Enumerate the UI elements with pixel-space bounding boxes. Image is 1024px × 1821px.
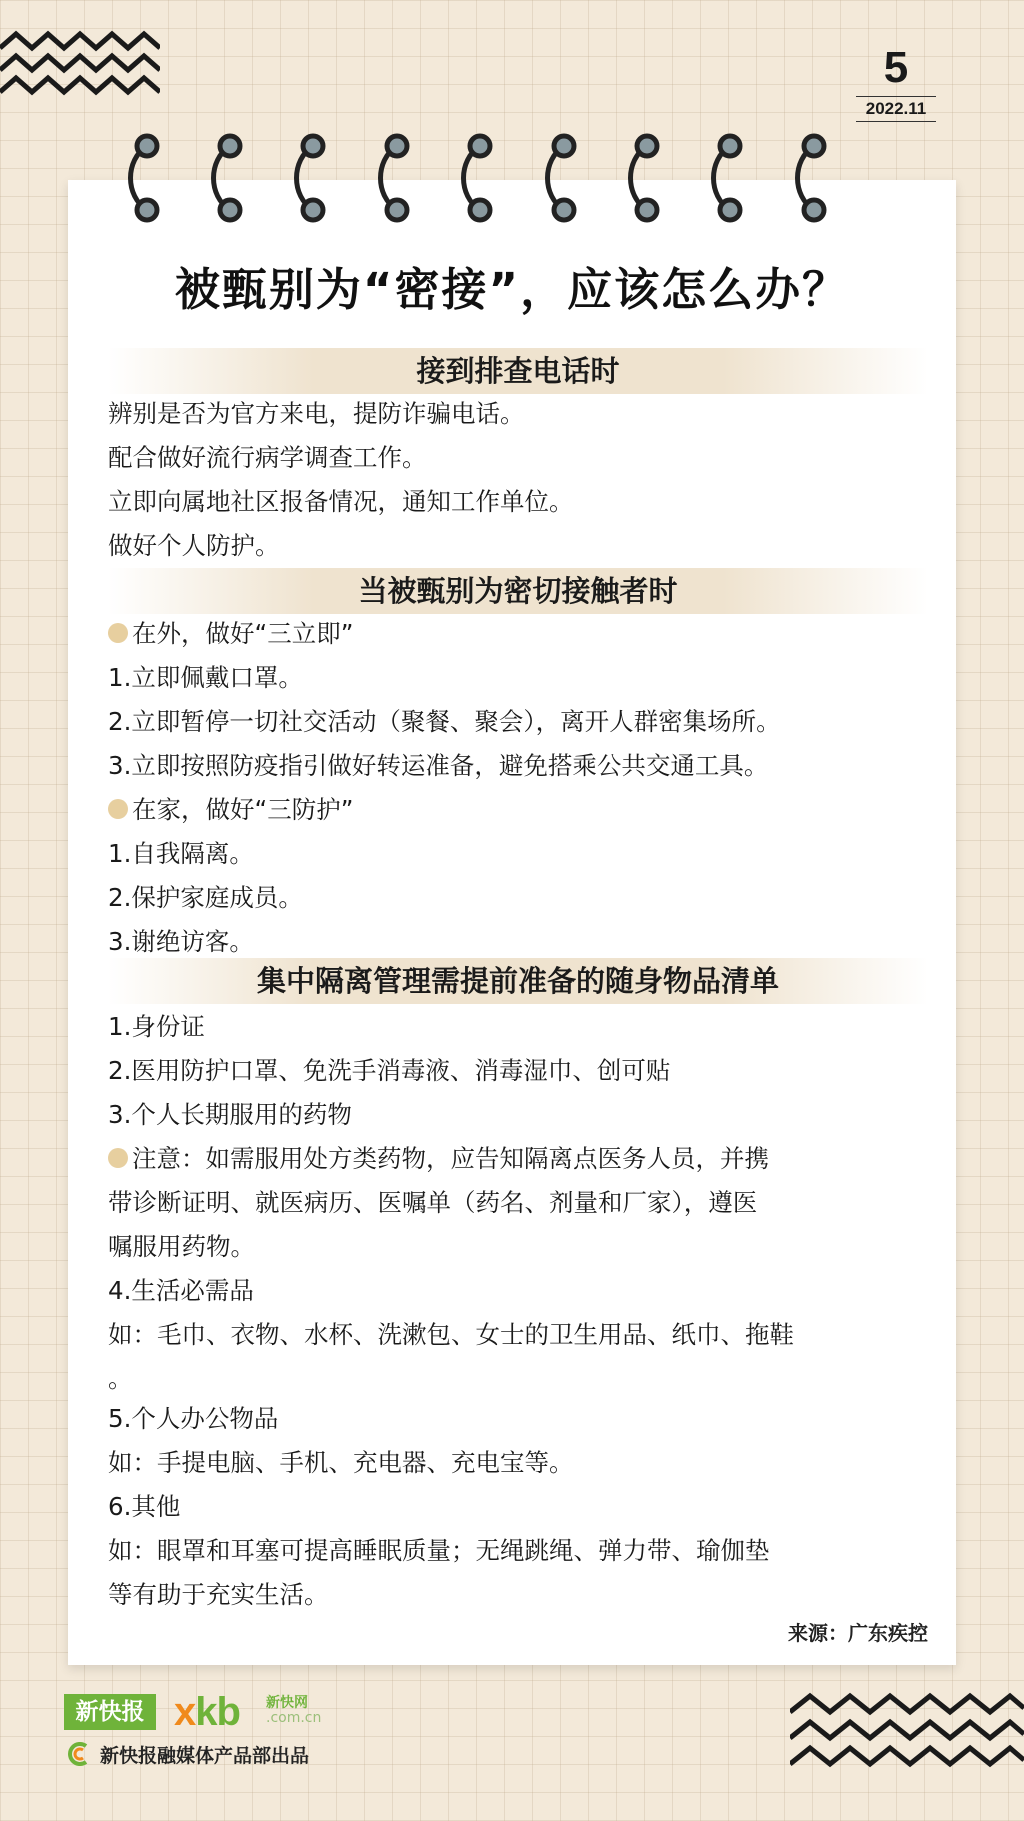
bullet-dot-icon [108, 799, 128, 819]
text-line: 。 [108, 1364, 133, 1393]
producer-credit: 新快报融媒体产品部出品 [100, 1745, 310, 1767]
xkb-brand-logo [174, 1690, 240, 1734]
text-line: 注意：如需服用处方类药物，应告知隔离点医务人员，并携 [132, 1144, 769, 1173]
text-line: 3.谢绝访客。 [108, 927, 254, 956]
text-line: 辨别是否为官方来电，提防诈骗电话。 [108, 399, 525, 428]
text-line: 做好个人防护。 [108, 531, 280, 560]
spiral-rings [0, 0, 1024, 240]
text-line: 3.个人长期服用的药物 [108, 1100, 352, 1129]
binding-ring-icon [714, 136, 741, 220]
page-title: 被甄别为“密接”，应该怎么办？ [174, 263, 850, 316]
text-line: 在家，做好“三防护” [132, 795, 354, 824]
text-line: 配合做好流行病学调查工作。 [108, 443, 427, 472]
brand-sub-cn: 新快网 [266, 1695, 308, 1711]
bullet-line-outside [108, 617, 938, 651]
section-heading-phone-call: 接到排查电话时 [108, 348, 928, 394]
page-date: 2022.11 [856, 96, 936, 122]
binding-ring-icon [381, 136, 408, 220]
text-line: 在外，做好“三立即” [132, 619, 354, 648]
newspaper-logo: 新快报 [64, 1694, 156, 1730]
text-line: 等有助于充实生活。 [108, 1580, 329, 1609]
brand-kb: kb [195, 1690, 240, 1734]
producer-logo-icon [66, 1741, 92, 1767]
bullet-dot-icon [108, 623, 128, 643]
text-line: 2.医用防护口罩、免洗手消毒液、消毒湿巾、创可贴 [108, 1056, 671, 1085]
text-line: 如：手提电脑、手机、充电器、充电宝等。 [108, 1448, 574, 1477]
text-line: 5.个人办公物品 [108, 1404, 279, 1433]
bullet-line-home [108, 793, 938, 827]
text-line: 3.立即按照防疫指引做好转运准备，避免搭乘公共交通工具。 [108, 751, 769, 780]
page-number: 5 [883, 43, 909, 92]
text-line: 1.自我隔离。 [108, 839, 254, 868]
binding-ring-icon [548, 136, 575, 220]
zigzag-decoration-bottom [790, 1690, 1024, 1790]
bullet-dot-icon [108, 1148, 128, 1168]
binding-ring-icon [131, 136, 158, 220]
binding-ring-icon [297, 136, 324, 220]
binding-ring-icon [214, 136, 241, 220]
text-line: 如：眼罩和耳塞可提高睡眠质量；无绳跳绳、弹力带、瑜伽垫 [108, 1536, 770, 1565]
text-line: 1.身份证 [108, 1012, 205, 1041]
source-credit: 来源：广东疾控 [788, 1621, 928, 1645]
text-line: 嘱服用药物。 [108, 1232, 255, 1261]
text-line: 如：毛巾、衣物、水杯、洗漱包、女士的卫生用品、纸巾、拖鞋 [108, 1320, 794, 1349]
text-line: 1.立即佩戴口罩。 [108, 663, 303, 692]
text-line: 6.其他 [108, 1492, 181, 1521]
brand-sub-domain: .com.cn [266, 1710, 322, 1726]
bullet-line-note [108, 1142, 938, 1176]
text-line: 2.立即暂停一切社交活动（聚餐、聚会），离开人群密集场所。 [108, 707, 781, 736]
text-line: 带诊断证明、就医病历、医嘱单（药名、剂量和厂家），遵医 [108, 1188, 758, 1217]
binding-ring-icon [631, 136, 658, 220]
brand-x: x [174, 1690, 196, 1734]
section-heading-close-contact: 当被甄别为密切接触者时 [108, 568, 928, 614]
text-line: 立即向属地社区报备情况，通知工作单位。 [108, 487, 574, 516]
text-line: 4.生活必需品 [108, 1276, 254, 1305]
text-line: 2.保护家庭成员。 [108, 883, 303, 912]
section-heading-checklist: 集中隔离管理需提前准备的随身物品清单 [108, 958, 928, 1004]
binding-ring-icon [798, 136, 825, 220]
binding-ring-icon [464, 136, 491, 220]
